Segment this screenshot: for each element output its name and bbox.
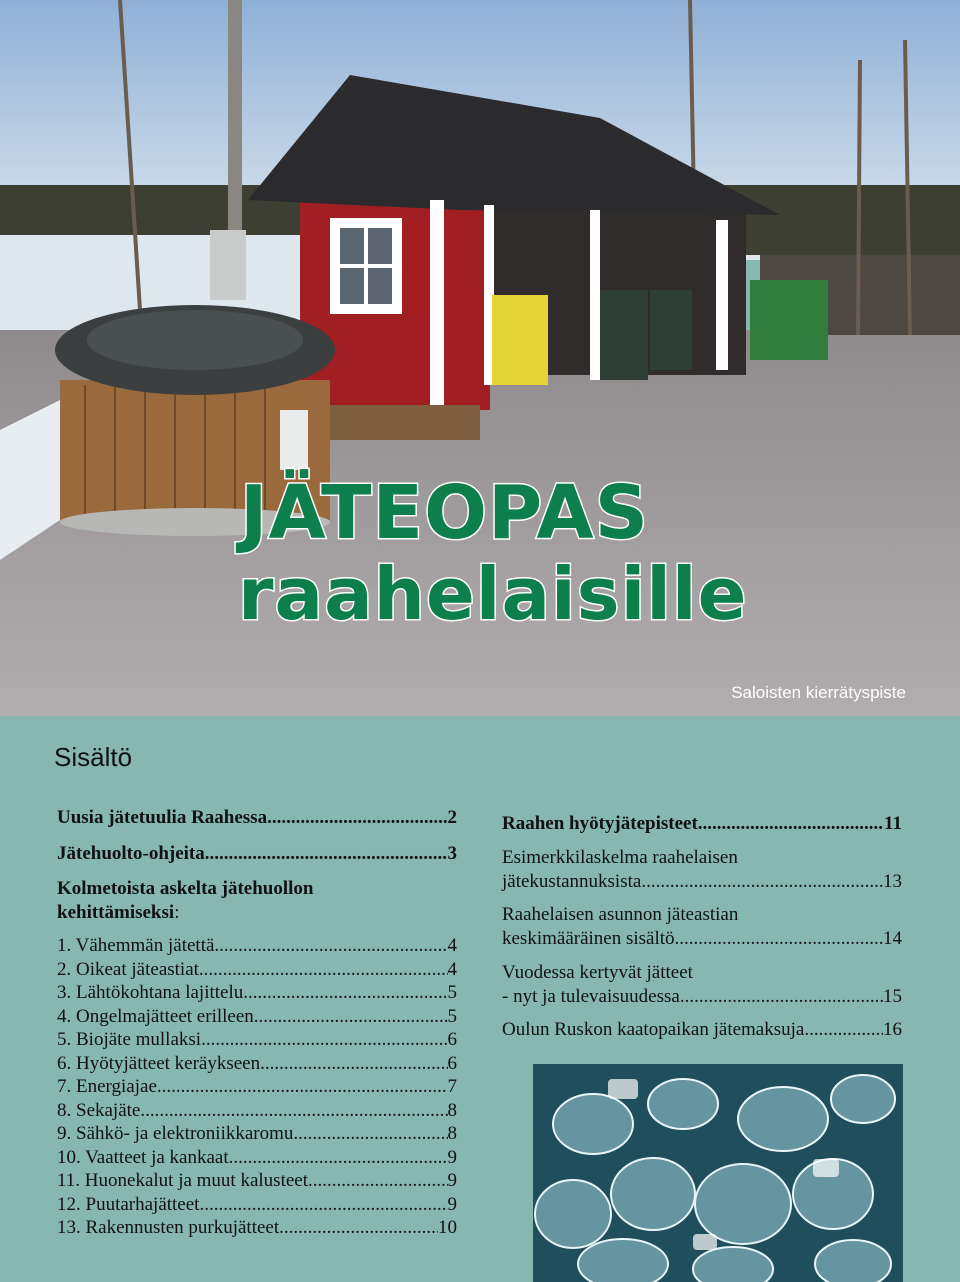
cover-title-line2: raahelaisille xyxy=(238,552,748,636)
toc-step-page: 9 xyxy=(447,1146,457,1168)
toc-leader xyxy=(243,981,447,1005)
toc-entry-line1: Esimerkkilaskelma raahelaisen xyxy=(502,846,738,868)
toc-entry-page: 14 xyxy=(883,928,902,949)
toc-step-page: 5 xyxy=(447,1005,457,1027)
toc-leader xyxy=(293,1122,447,1146)
toc-entry xyxy=(502,812,902,836)
toc-leader xyxy=(698,812,884,836)
toc-entry xyxy=(502,985,902,1009)
toc-entry-page: 13 xyxy=(883,870,902,892)
toc-entry-page: 3 xyxy=(447,842,457,864)
toc-step-page: 9 xyxy=(447,1193,457,1215)
toc-leader xyxy=(804,1018,883,1042)
toc-step-entry xyxy=(57,1216,457,1240)
toc-leader xyxy=(267,806,447,830)
toc-step-label: 4. Ongelmajätteet erilleen xyxy=(57,1005,254,1027)
toc-step-page: 9 xyxy=(447,1170,457,1191)
toc-steps-heading-colon: : xyxy=(174,901,180,923)
toc-step-entry xyxy=(57,1169,457,1193)
toc-step-page: 5 xyxy=(447,982,457,1003)
toc-leader xyxy=(254,1005,448,1029)
toc-entry-line1: Vuodessa kertyvät jätteet xyxy=(502,961,693,983)
toc-step-page: 6 xyxy=(447,1052,457,1074)
toc-step-page: 10 xyxy=(438,1217,457,1238)
photo-caption: Saloisten kierrätyspiste xyxy=(731,683,906,702)
toc-entry-label: jätekustannuksista xyxy=(502,870,642,892)
toc-leader xyxy=(157,1075,448,1099)
glass-jars-photo xyxy=(533,1064,903,1282)
toc-step-label: 1. Vähemmän jätettä xyxy=(57,935,215,956)
toc-step-label: 9. Sähkö- ja elektroniikkaromu xyxy=(57,1123,294,1144)
toc-step-entry xyxy=(57,958,457,982)
toc-step-page: 8 xyxy=(447,1123,457,1144)
toc-step-entry xyxy=(57,934,457,958)
toc-step-entry xyxy=(57,1146,457,1170)
toc-steps-list xyxy=(57,934,457,1240)
toc-entry xyxy=(502,870,902,894)
toc-leader xyxy=(279,1216,438,1240)
toc-step-label: 11. Huonekalut ja muut kalusteet xyxy=(57,1170,308,1191)
toc-step-label: 10. Vaatteet ja kankaat xyxy=(57,1146,229,1168)
toc-step-entry xyxy=(57,1075,457,1099)
toc-step-label: 7. Energiajae xyxy=(57,1076,157,1097)
toc-leader xyxy=(214,934,447,958)
toc-entry-line1: Raahelaisen asunnon jäteastian xyxy=(502,904,739,925)
toc-entry xyxy=(502,1018,902,1042)
toc-step-label: 12. Puutarhajätteet xyxy=(57,1193,200,1215)
toc-step-label: 3. Lähtökohtana lajittelu xyxy=(57,982,244,1003)
toc-entry-label: Jätehuolto-ohjeita xyxy=(57,842,205,864)
toc-leader xyxy=(229,1146,448,1170)
toc-step-entry xyxy=(57,981,457,1005)
toc-entry xyxy=(57,806,457,830)
toc-leader xyxy=(199,1193,447,1217)
toc-step-label: 13. Rakennusten purkujätteet xyxy=(57,1217,280,1238)
toc-step-entry xyxy=(57,1005,457,1029)
toc-steps-heading-line1: Kolmetoista askelta jätehuollon xyxy=(57,878,314,899)
toc-steps-heading xyxy=(57,877,457,924)
toc-entry-page: 15 xyxy=(883,985,902,1007)
toc-step-entry xyxy=(57,1122,457,1146)
toc-entry-label: - nyt ja tulevaisuudessa xyxy=(502,985,680,1007)
toc-heading: Sisältö xyxy=(54,742,133,772)
toc-leader xyxy=(199,958,448,982)
toc-entry-label: Raahen hyötyjätepisteet xyxy=(502,813,698,834)
toc-leader xyxy=(260,1052,447,1076)
toc-step-label: 6. Hyötyjätteet keräykseen xyxy=(57,1052,261,1074)
toc-step-label: 8. Sekajäte xyxy=(57,1099,141,1121)
toc-step-page: 4 xyxy=(447,935,457,956)
toc-step-page: 4 xyxy=(447,958,457,980)
toc-step-entry xyxy=(57,1028,457,1052)
toc-step-page: 8 xyxy=(447,1099,457,1121)
toc-step-label: 5. Biojäte mullaksi xyxy=(57,1029,202,1050)
toc-steps-heading-line2: kehittämiseksi xyxy=(57,901,175,923)
toc-right-column xyxy=(502,812,902,1042)
toc-leader xyxy=(641,870,883,894)
toc-leader xyxy=(308,1169,448,1193)
toc-step-entry xyxy=(57,1193,457,1217)
toc-leader xyxy=(675,927,883,951)
toc-step-page: 6 xyxy=(447,1029,457,1050)
toc-leader xyxy=(201,1028,447,1052)
toc-entry xyxy=(57,842,457,866)
toc-entry-label: keskimääräinen sisältö xyxy=(502,928,675,949)
toc-leader xyxy=(140,1099,447,1123)
toc-entry-label: Oulun Ruskon kaatopaikan jätemaksuja xyxy=(502,1019,805,1040)
toc-entry xyxy=(502,927,902,951)
toc-entry-page: 11 xyxy=(884,813,902,834)
toc-entry-page: 16 xyxy=(883,1019,902,1040)
cover-title-line1: JÄTEOPAS xyxy=(240,470,650,556)
toc-leader xyxy=(680,985,883,1009)
toc-step-page: 7 xyxy=(447,1076,457,1097)
toc-step-entry xyxy=(57,1099,457,1123)
toc-left-column xyxy=(57,806,457,1240)
toc-entry-label: Uusia jätetuulia Raahessa xyxy=(57,807,268,828)
toc-leader xyxy=(205,842,448,866)
toc-step-entry xyxy=(57,1052,457,1076)
toc-step-label: 2. Oikeat jäteastiat xyxy=(57,958,199,980)
toc-entry-page: 2 xyxy=(447,807,457,828)
